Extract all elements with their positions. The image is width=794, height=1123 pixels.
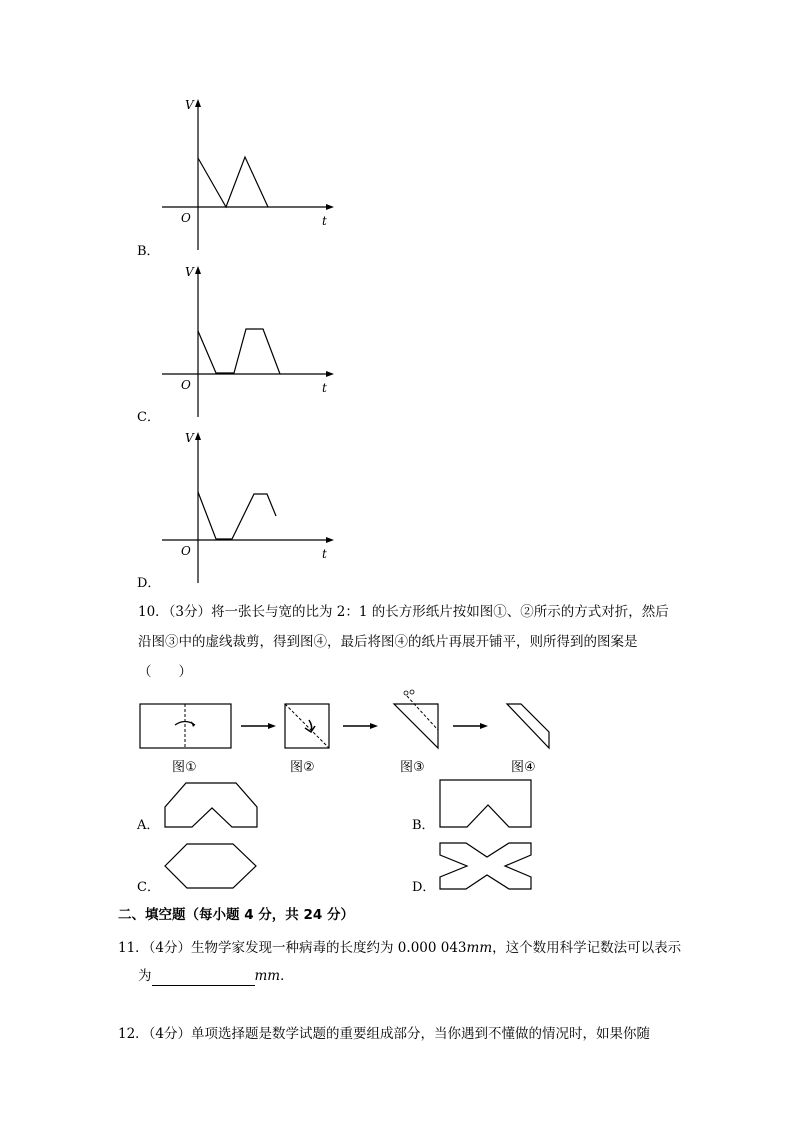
q12-line1: 12．（4分）单项选择题是数学试题的重要组成部分，当你遇到不懂做的情况时，如果你随 bbox=[118, 1026, 651, 1042]
x-axis-label: t bbox=[322, 547, 327, 561]
q10-option-d-shape bbox=[435, 838, 535, 893]
y-axis-label: V bbox=[185, 431, 194, 445]
q10-option-a-label: A． bbox=[137, 818, 160, 833]
option-c-label: C． bbox=[137, 410, 160, 425]
q10-option-c-shape bbox=[160, 838, 260, 893]
graph-c-plot bbox=[150, 262, 350, 427]
fig3-triangle bbox=[394, 704, 438, 748]
q11-unit: mm bbox=[466, 940, 493, 956]
fig2-fold-line bbox=[285, 704, 329, 748]
graph-b bbox=[150, 95, 350, 260]
folding-figures bbox=[135, 688, 565, 758]
arrow-right-icon bbox=[480, 723, 488, 729]
fig3-cut-line bbox=[407, 696, 438, 730]
folding-diagram bbox=[135, 688, 565, 758]
option-d-label: D． bbox=[137, 576, 161, 591]
q11-line1-prefix: 11．（4分）生物学家发现一种病毒的长度约为 0.000 043 bbox=[118, 940, 467, 956]
q11-line2-suffix: ． bbox=[280, 968, 294, 984]
fig2-label: 图② bbox=[290, 760, 315, 775]
origin-label: O bbox=[181, 544, 191, 558]
q10-option-d-label: D． bbox=[412, 880, 436, 895]
fig4-shape bbox=[507, 704, 549, 748]
x-axis-label: t bbox=[322, 214, 327, 228]
q10-option-b-label: B． bbox=[412, 818, 435, 833]
y-axis-label: V bbox=[185, 265, 194, 279]
q11-line1-suffix: ，这个数用科学记数法可以表示 bbox=[492, 940, 682, 956]
fig4-label: 图④ bbox=[511, 760, 536, 775]
x-axis-label: t bbox=[322, 381, 327, 395]
origin-label: O bbox=[181, 378, 191, 392]
q11-line1 bbox=[118, 938, 681, 958]
q11-unit-2: mm bbox=[254, 968, 281, 984]
origin-label: O bbox=[181, 211, 191, 225]
q11-answer-blank[interactable] bbox=[152, 971, 255, 986]
y-axis-label: V bbox=[185, 98, 194, 112]
q11-line2 bbox=[138, 966, 294, 986]
graph-d bbox=[150, 428, 350, 588]
q10-option-b-shape bbox=[435, 775, 535, 830]
scissors-icon bbox=[404, 691, 408, 695]
q10-option-c-label: C． bbox=[137, 880, 160, 895]
arrow-right-icon bbox=[268, 723, 276, 729]
option-b-label: B． bbox=[137, 244, 160, 259]
fig1-label: 图① bbox=[172, 760, 197, 775]
q10-line1: 10．（3分）将一张长与宽的比为 2：1 的长方形纸片按如图①、②所示的方式对折，然后 bbox=[138, 604, 669, 620]
fig3-label: 图③ bbox=[400, 760, 425, 775]
graph-d-plot bbox=[150, 428, 350, 588]
arrow-right-icon bbox=[370, 723, 378, 729]
section2-heading: 二、填空题（每小题 4 分，共 24 分） bbox=[118, 907, 354, 923]
graph-b-plot bbox=[150, 95, 350, 260]
q10-line2: 沿图③中的虚线裁剪，得到图④，最后将图④的纸片再展开铺平，则所得到的图案是 bbox=[138, 634, 638, 650]
graph-c bbox=[150, 262, 350, 427]
q11-line2-prefix: 为 bbox=[138, 968, 152, 984]
q10-answer-paren: （ ） bbox=[138, 664, 192, 680]
q10-option-a-shape bbox=[160, 775, 260, 830]
